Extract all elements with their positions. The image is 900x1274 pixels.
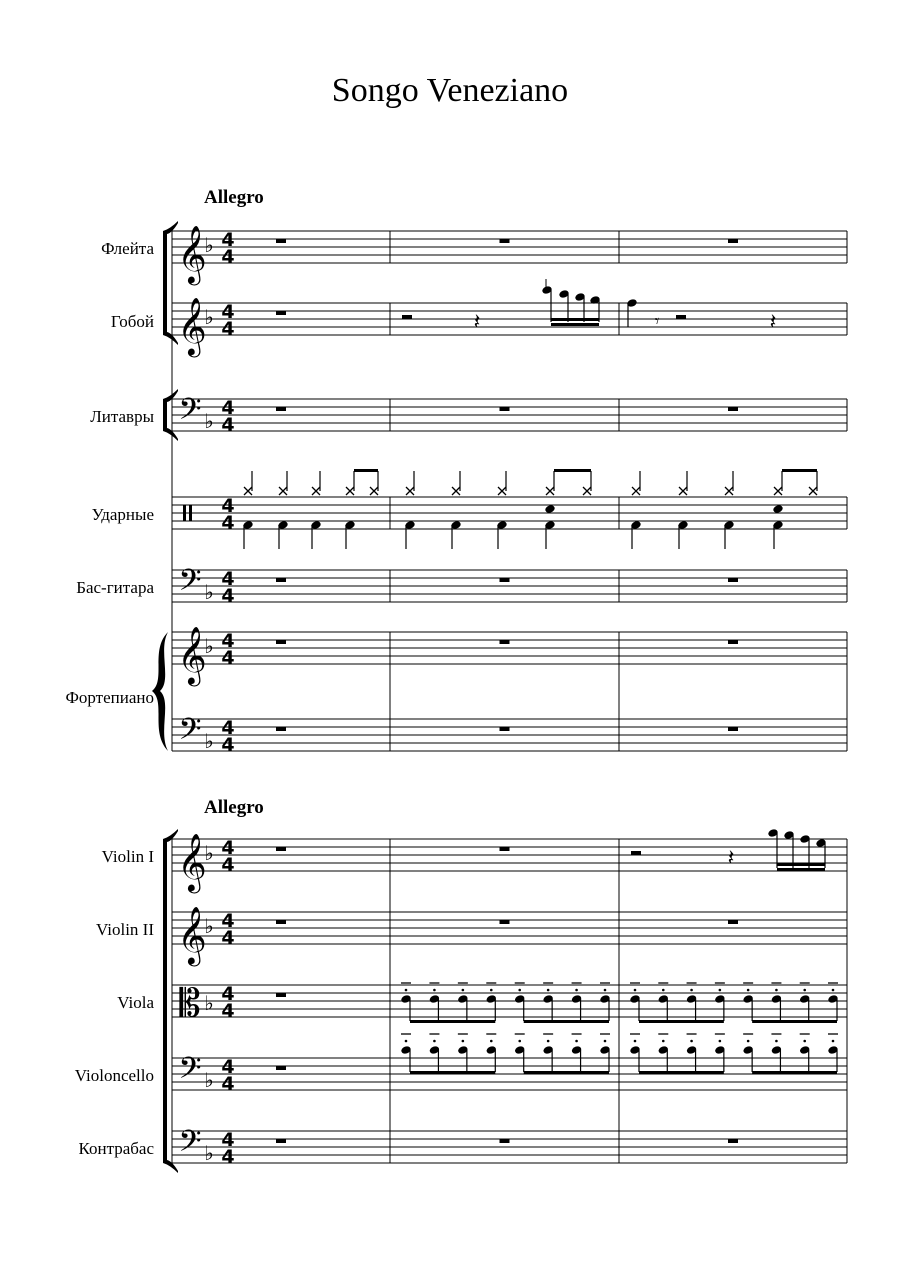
staccato-dot bbox=[719, 989, 722, 992]
alto-clef-icon: 𝄡 bbox=[179, 981, 201, 1025]
half-rest-icon bbox=[402, 315, 412, 319]
staff-piano-lh bbox=[172, 719, 847, 751]
beam bbox=[410, 1071, 495, 1074]
staff-vln1 bbox=[172, 839, 847, 871]
quarter-rest-icon: 𝄽 bbox=[473, 310, 481, 335]
label-viola: Viola bbox=[117, 993, 154, 1012]
time-signature-bottom: 4 bbox=[221, 1073, 235, 1095]
whole-rest-icon bbox=[276, 1139, 286, 1143]
beam bbox=[551, 318, 599, 321]
label-piano: Фортепиано bbox=[65, 688, 154, 707]
bracket-woodwinds bbox=[163, 231, 167, 335]
staccato-dot bbox=[803, 1040, 806, 1043]
staff-vln2 bbox=[172, 912, 847, 944]
flat-icon: ♭ bbox=[204, 1141, 214, 1165]
treble-clef-icon: 𝄞 bbox=[177, 906, 207, 964]
treble-clef-icon: 𝄞 bbox=[177, 225, 207, 283]
beam bbox=[354, 469, 378, 472]
time-signature-bottom: 4 bbox=[221, 854, 235, 876]
bracket-timpani bbox=[163, 399, 167, 431]
label-drums: Ударные bbox=[91, 505, 154, 524]
percussion-clef-icon bbox=[183, 505, 186, 521]
quarter-rest-icon: 𝄽 bbox=[769, 310, 777, 335]
hihat-x-icon bbox=[679, 487, 687, 495]
staccato-dot bbox=[518, 989, 521, 992]
staccato-dot bbox=[433, 989, 436, 992]
hihat-x-icon bbox=[546, 487, 554, 495]
time-signature-top: 4 bbox=[221, 983, 235, 1005]
staccato-dot bbox=[775, 1040, 778, 1043]
time-signature-top: 4 bbox=[221, 717, 235, 739]
bracket-strings-bottom bbox=[163, 1160, 178, 1173]
bracket-woodwinds-top bbox=[163, 221, 178, 234]
whole-rest-icon bbox=[276, 239, 286, 243]
staccato-dot bbox=[518, 1040, 521, 1043]
piano-brace-icon bbox=[152, 632, 168, 751]
hihat-x-icon bbox=[583, 487, 591, 495]
half-rest-icon bbox=[676, 315, 686, 319]
bass-clef-icon: 𝄢 bbox=[178, 713, 202, 754]
beam bbox=[782, 469, 817, 472]
flat-icon: ♭ bbox=[204, 1068, 214, 1092]
beam bbox=[639, 1020, 724, 1023]
time-signature-bottom: 4 bbox=[221, 1000, 235, 1022]
bracket-strings-top bbox=[163, 829, 178, 842]
percussion-clef-icon bbox=[189, 505, 192, 521]
whole-rest-icon bbox=[276, 920, 286, 924]
hihat-x-icon bbox=[346, 487, 354, 495]
label-violoncello: Violoncello bbox=[74, 1066, 154, 1085]
flat-icon: ♭ bbox=[204, 580, 214, 604]
hihat-x-icon bbox=[774, 487, 782, 495]
time-signature-top: 4 bbox=[221, 229, 235, 251]
beam bbox=[752, 1071, 837, 1074]
treble-clef-icon: 𝄞 bbox=[177, 833, 207, 891]
quarter-rest-icon: 𝄽 bbox=[727, 846, 735, 871]
bass-clef-icon: 𝄢 bbox=[178, 564, 202, 605]
flat-icon: ♭ bbox=[204, 991, 214, 1015]
whole-rest-icon bbox=[276, 993, 286, 997]
staccato-dot bbox=[547, 989, 550, 992]
staccato-dot bbox=[490, 1040, 493, 1043]
time-signature-top: 4 bbox=[221, 837, 235, 859]
bass-clef-icon: 𝄢 bbox=[178, 1125, 202, 1166]
whole-rest-icon bbox=[728, 920, 738, 924]
label-contrabass: Контрабас bbox=[78, 1139, 154, 1158]
time-signature-bottom: 4 bbox=[221, 414, 235, 436]
beam bbox=[777, 863, 825, 866]
staff-oboe bbox=[172, 303, 847, 335]
staff-cb bbox=[172, 1131, 847, 1163]
staccato-dot bbox=[433, 1040, 436, 1043]
beam bbox=[554, 469, 591, 472]
staff-bass bbox=[172, 570, 847, 602]
staccato-dot bbox=[747, 1040, 750, 1043]
time-signature-top: 4 bbox=[221, 1056, 235, 1078]
hihat-x-icon bbox=[498, 487, 506, 495]
whole-rest-icon bbox=[500, 239, 510, 243]
tempo-marking-top: Allegro bbox=[204, 187, 264, 208]
flat-icon: ♭ bbox=[204, 233, 214, 257]
beam bbox=[551, 323, 599, 326]
half-rest-icon bbox=[631, 851, 641, 855]
hihat-x-icon bbox=[244, 487, 252, 495]
snare-notehead bbox=[544, 504, 555, 514]
treble-clef-icon: 𝄞 bbox=[177, 626, 207, 684]
whole-rest-icon bbox=[276, 847, 286, 851]
bracket-strings bbox=[163, 839, 167, 1163]
staccato-dot bbox=[690, 989, 693, 992]
time-signature-top: 4 bbox=[221, 301, 235, 323]
beam bbox=[524, 1020, 609, 1023]
flat-icon: ♭ bbox=[204, 409, 214, 433]
flat-icon: ♭ bbox=[204, 305, 214, 329]
whole-rest-icon bbox=[728, 239, 738, 243]
whole-rest-icon bbox=[500, 920, 510, 924]
staccato-dot bbox=[547, 1040, 550, 1043]
beam bbox=[752, 1020, 837, 1023]
time-signature-top: 4 bbox=[221, 495, 235, 517]
staff-piano-rh bbox=[172, 632, 847, 664]
time-signature-bottom: 4 bbox=[221, 647, 235, 669]
whole-rest-icon bbox=[728, 578, 738, 582]
bass-clef-icon: 𝄢 bbox=[178, 393, 202, 434]
staccato-dot bbox=[405, 1040, 408, 1043]
time-signature-top: 4 bbox=[221, 910, 235, 932]
whole-rest-icon bbox=[500, 1139, 510, 1143]
label-timpani: Литавры bbox=[90, 407, 154, 426]
staccato-dot bbox=[719, 1040, 722, 1043]
label-bass-guitar: Бас-гитара bbox=[76, 578, 154, 597]
bass-clef-icon: 𝄢 bbox=[178, 1052, 202, 1093]
bracket-timpani-bottom bbox=[163, 428, 178, 441]
staccato-dot bbox=[462, 1040, 465, 1043]
whole-rest-icon bbox=[276, 578, 286, 582]
staccato-dot bbox=[690, 1040, 693, 1043]
staccato-dot bbox=[634, 989, 637, 992]
whole-rest-icon bbox=[500, 407, 510, 411]
staccato-dot bbox=[604, 989, 607, 992]
label-violin-2: Violin II bbox=[96, 920, 154, 939]
time-signature-bottom: 4 bbox=[221, 734, 235, 756]
flat-icon: ♭ bbox=[204, 914, 214, 938]
beam bbox=[639, 1071, 724, 1074]
staccato-dot bbox=[462, 989, 465, 992]
whole-rest-icon bbox=[500, 727, 510, 731]
whole-rest-icon bbox=[500, 578, 510, 582]
bracket-woodwinds-bottom bbox=[163, 332, 178, 345]
whole-rest-icon bbox=[276, 407, 286, 411]
staccato-dot bbox=[634, 1040, 637, 1043]
time-signature-top: 4 bbox=[221, 568, 235, 590]
staccato-dot bbox=[575, 989, 578, 992]
staccato-dot bbox=[405, 989, 408, 992]
hihat-x-icon bbox=[632, 487, 640, 495]
hihat-x-icon bbox=[809, 487, 817, 495]
snare-notehead bbox=[772, 504, 783, 514]
time-signature-top: 4 bbox=[221, 397, 235, 419]
staccato-dot bbox=[662, 989, 665, 992]
staff-vc bbox=[172, 1058, 847, 1090]
treble-clef-icon: 𝄞 bbox=[177, 297, 207, 355]
flat-icon: ♭ bbox=[204, 729, 214, 753]
staccato-dot bbox=[747, 989, 750, 992]
time-signature-bottom: 4 bbox=[221, 1146, 235, 1168]
hihat-x-icon bbox=[406, 487, 414, 495]
staccato-dot bbox=[490, 989, 493, 992]
staff-timp bbox=[172, 399, 847, 431]
staccato-dot bbox=[575, 1040, 578, 1043]
score-title: Songo Veneziano bbox=[331, 72, 569, 109]
whole-rest-icon bbox=[276, 727, 286, 731]
time-signature-bottom: 4 bbox=[221, 246, 235, 268]
eighth-rest-icon: 𝄾 bbox=[654, 311, 660, 332]
hihat-x-icon bbox=[312, 487, 320, 495]
flat-icon: ♭ bbox=[204, 841, 214, 865]
whole-rest-icon bbox=[728, 1139, 738, 1143]
hihat-x-icon bbox=[452, 487, 460, 495]
staccato-dot bbox=[832, 1040, 835, 1043]
hihat-x-icon bbox=[279, 487, 287, 495]
whole-rest-icon bbox=[276, 311, 286, 315]
bracket-timpani-top bbox=[163, 389, 178, 402]
staccato-dot bbox=[604, 1040, 607, 1043]
time-signature-top: 4 bbox=[221, 1129, 235, 1151]
time-signature-top: 4 bbox=[221, 630, 235, 652]
whole-rest-icon bbox=[728, 640, 738, 644]
staccato-dot bbox=[803, 989, 806, 992]
hihat-x-icon bbox=[725, 487, 733, 495]
time-signature-bottom: 4 bbox=[221, 318, 235, 340]
hihat-x-icon bbox=[370, 487, 378, 495]
beam bbox=[524, 1071, 609, 1074]
whole-rest-icon bbox=[500, 847, 510, 851]
time-signature-bottom: 4 bbox=[221, 512, 235, 534]
beam bbox=[410, 1020, 495, 1023]
whole-rest-icon bbox=[500, 640, 510, 644]
whole-rest-icon bbox=[276, 640, 286, 644]
label-violin-1: Violin I bbox=[101, 847, 154, 866]
whole-rest-icon bbox=[728, 727, 738, 731]
flat-icon: ♭ bbox=[204, 634, 214, 658]
label-flute: Флейта bbox=[101, 239, 154, 258]
tempo-marking-bottom: Allegro bbox=[204, 797, 264, 818]
staff-flute bbox=[172, 231, 847, 263]
beam bbox=[777, 868, 825, 871]
staccato-dot bbox=[662, 1040, 665, 1043]
staccato-dot bbox=[832, 989, 835, 992]
time-signature-bottom: 4 bbox=[221, 927, 235, 949]
label-oboe: Гобой bbox=[110, 312, 154, 331]
whole-rest-icon bbox=[728, 407, 738, 411]
time-signature-bottom: 4 bbox=[221, 585, 235, 607]
staff-drums bbox=[172, 497, 847, 529]
whole-rest-icon bbox=[276, 1066, 286, 1070]
staccato-dot bbox=[775, 989, 778, 992]
